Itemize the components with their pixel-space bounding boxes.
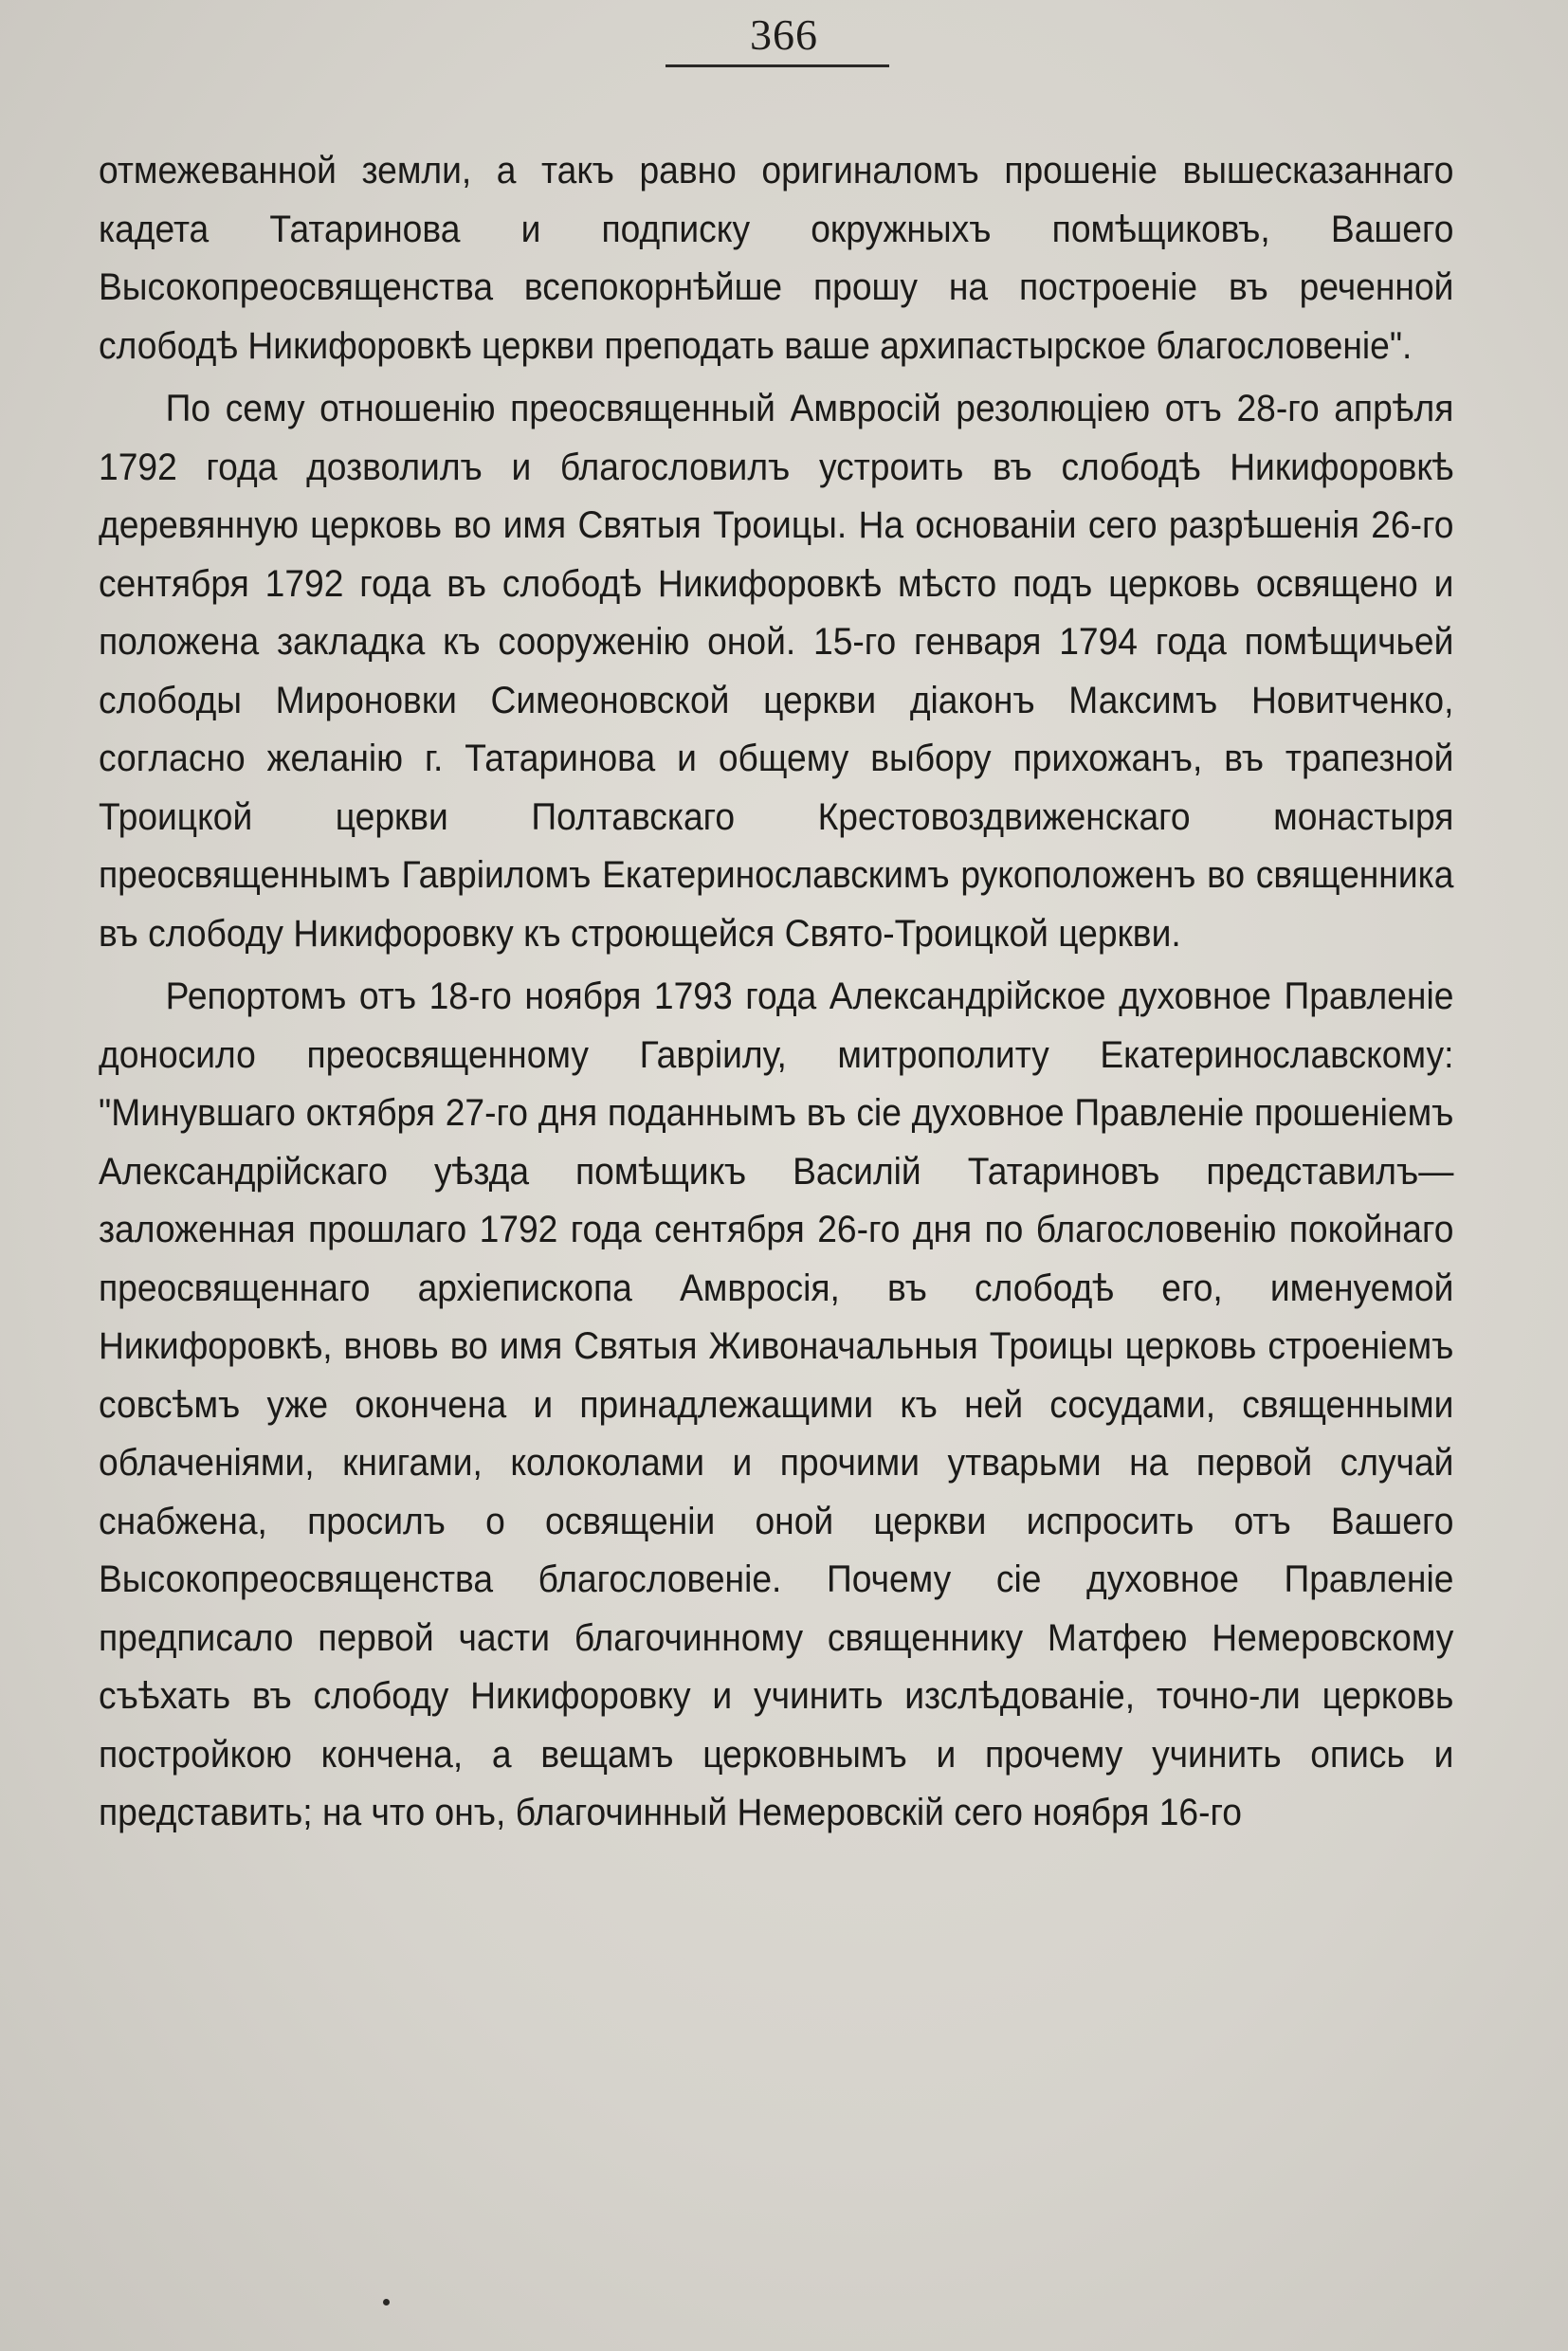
paragraph-ambrose-resolution: По сему отношенію преосвященный Амвросій резолюціею отъ 28-го апрѣля 1792 года дозволилъ и благословилъ устроить въ слободѣ Никифоровкѣ деревянную церковь во имя Святыя Троицы. На основаніи сего разрѣшенія 26-го сентября 1792 года въ слободѣ Никифоровкѣ мѣсто подъ церковь освящено и положена закладка къ сооруженію оной. 15-го генваря 1794 года помѣщичьей слободы Мироновки Симеоновской церкви діаконъ Максимъ Новитченко, согласно желанію г. Татаринова и общему выбору прихожанъ, въ трапезной Троицкой церкви Полтавскаго Крестовоздвиженскаго монастыря преосвященнымъ Гавріиломъ Екатеринославскимъ рукоположенъ во священника въ слободу Никифоровку къ строющейся Свято-Троицкой церкви. (99, 388, 1454, 955)
paragraph-report: Репортомъ отъ 18-го ноября 1793 года Александрійское духовное Правленіе доносило преосвященному Гавріилу, митрополиту Екатеринославскому: "Минувшаго октября 27-го дня поданнымъ въ сіе духовное Правленіе прошеніемъ Александрійскаго уѣзда помѣщикъ Василій Татариновъ представилъ—заложенная прошлаго 1792 года сентября 26-го дня по благословенію покойнаго преосвященнаго архіепископа Амвросія, въ слободѣ его, именуемой Никифоровкѣ, вновь во имя Святыя Живоначальныя Троицы церковь строеніемъ совсѣмъ уже окончена и принадлежащими къ ней сосудами, священными облаченіями, книгами, колоколами и прочими утварьми на первой случай снабжена, просилъ о освященіи оной церкви испросить отъ Вашего Высокопреосвященства благословеніе. Почему сіе духовное Правленіе предписало первой части благочинному священнику Матфею Немеровскому съѣхать въ слободу Никифоровку и учинить изслѣдованіе, точно-ли церковь постройкою кончена, а вещамъ церковнымъ и прочему учинить опись и представить; на что онъ, благочинный Немеровскій сего ноября 16-го (99, 975, 1454, 1833)
body-text (99, 142, 1453, 1848)
page-number: 366 (750, 10, 818, 59)
paragraph-continuation: отмежеванной земли, а такъ равно оригиналомъ прошеніе вышесказаннаго кадета Татаринова и подписку окружныхъ помѣщиковъ, Вашего Высокопреосвященства всепокорнѣйше прошу на построеніе въ реченной слободѣ Никифоровкѣ церкви преподать ваше архипастырское благословеніе". (99, 150, 1454, 367)
footer-dot (383, 2299, 390, 2305)
header-rule (665, 64, 889, 67)
